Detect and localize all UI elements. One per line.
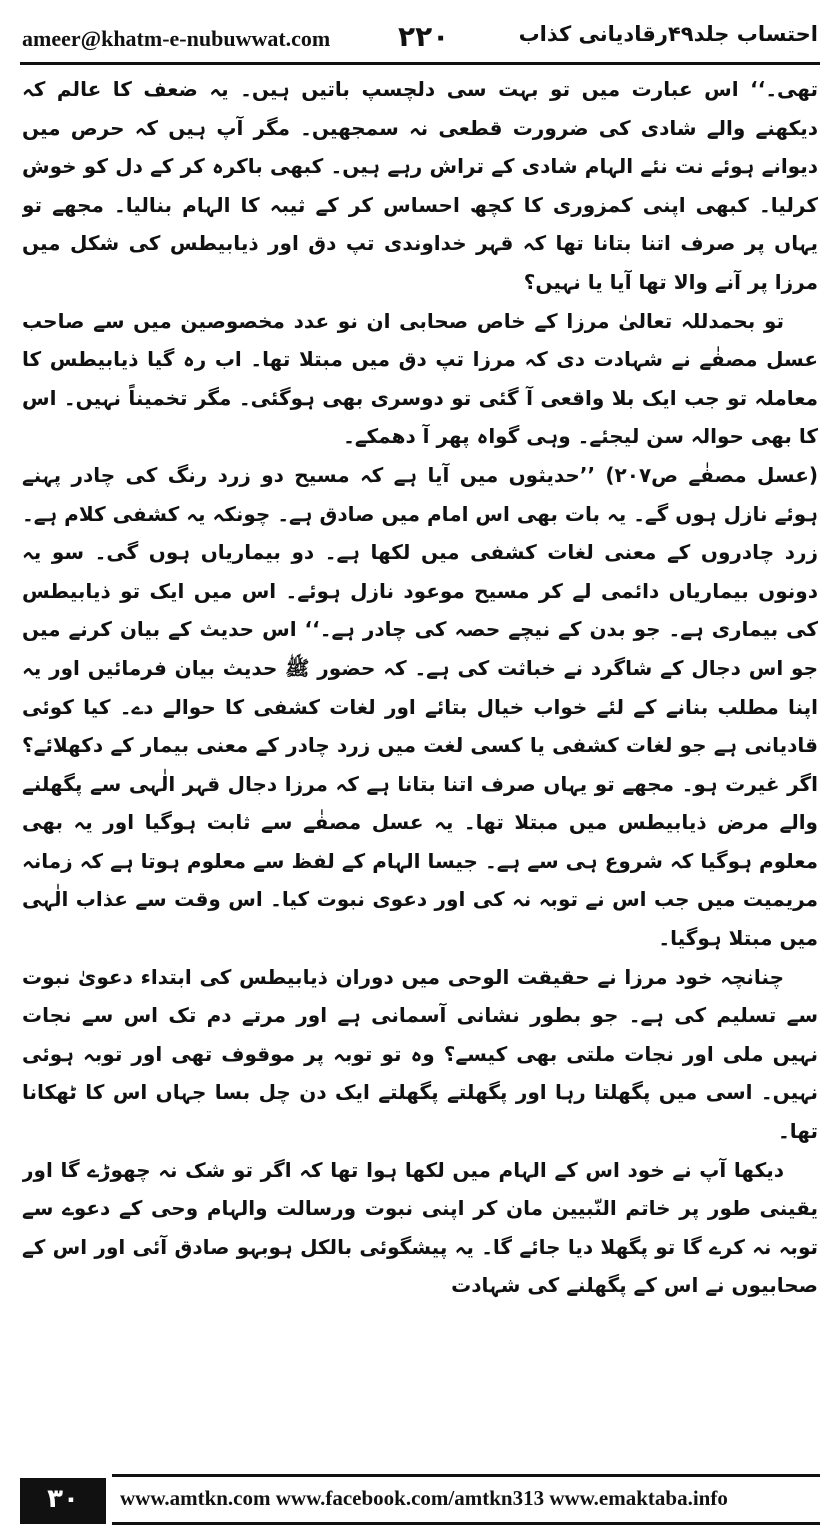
page-footer <box>20 1474 820 1526</box>
footer-rule-top <box>112 1474 820 1477</box>
header-page-number: ۲۲۰ <box>398 20 450 53</box>
header-rule <box>20 62 820 65</box>
header-book-title: احتساب جلد۴۹رقادیانی کذاب <box>518 22 818 46</box>
body-text <box>22 70 818 1464</box>
footer-rule-bottom <box>112 1522 820 1525</box>
page-header <box>20 18 820 60</box>
paragraph-3: (عسل مصفٰے ص۲۰۷) ’’حدیثوں میں آیا ہے کہ مسیح دو زرد رنگ کی چادر پہنے ہوئے نازل ہوں گے۔ یہ بات بھی اس امام میں صادق ہے۔ چونکہ یہ کشفی کلام ہے۔ زرد چادروں کے معنی لغات کشفی میں لکھا ہے۔ دو بیماریاں ہوں گی۔ سو یہ دونوں بیماریاں دائمی لے کر مسیح موعود نازل ہوئے۔ اس میں ایک تو ذیابیطس کی بیماری ہے۔ جو بدن کے نیچے حصہ کی چادر ہے۔‘‘ اس حدیث کے بیان کرنے میں جو اس دجال کے شاگرد نے خباثت کی ہے۔ کہ حضور ﷺ حدیث بیان فرمائیں اور یہ اپنا مطلب بنانے کے لئے خواب خیال بتائے اور لغات کشفی کا حوالے دے۔ کیا کوئی قادیانی ہے جو لغات کشفی یا کسی لغت میں زرد چادر کے معنی بیمار کے دکھلائے؟ اگر غیرت ہو۔ مجھے تو یہاں صرف اتنا بتانا ہے کہ مرزا دجال قہر الٰہی سے پگھلنے والے مرض ذیابیطس میں مبتلا تھا۔ یہ عسل مصفٰے سے ثابت ہوگیا اور یہ بھی معلوم ہوگیا کہ شروع ہی سے ہے۔ جیسا الہام کے لفظ سے معلوم ہوتا ہے کہ زمانہ مریمیت میں جب اس نے توبہ نہ کی اور دعوی نبوت کیا۔ اس وقت سے عذاب الٰہی میں مبتلا ہوگیا۔ <box>22 462 818 951</box>
paragraph-4: چنانچہ خود مرزا نے حقیقت الوحی میں دوران ذیابیطس کی ابتداء دعویٰ نبوت سے تسلیم کی ہے۔ جو بطور نشانی آسمانی ہے اور مرتے دم تک اس سے نجات نہیں ملی اور نجات ملتی بھی کیسے؟ وہ تو توبہ پر موقوف تھی اور توبہ ہوئی نہیں۔ اسی میں پگھلتا رہا اور پگھلتے پگھلتے ایک دن چل بسا جہاں اس کا ٹھکانا تھا۔ <box>22 964 818 1144</box>
header-email: ameer@khatm-e-nubuwwat.com <box>22 26 331 51</box>
footer-page-number: ۳۰ <box>20 1478 106 1524</box>
paragraph-5: دیکھا آپ نے خود اس کے الہام میں لکھا ہوا تھا کہ اگر تو شک نہ چھوڑے گا اور یقینی طور پر خاتم النّبیین مان کر اپنی نبوت ورسالت والہام وحی کے دعوے سے توبہ نہ کرے گا تو پگھلا دیا جائے گا۔ یہ پیشگوئی بالکل ہوبہو صادق آئی اور اس کے صحابیوں نے اس کے پگھلنے کی شہادت <box>22 1157 818 1298</box>
footer-website-links: www.amtkn.com www.facebook.com/amtkn313 www.emaktaba.info <box>120 1486 728 1510</box>
paragraph-2: تو بحمدللہ تعالیٰ مرزا کے خاص صحابی ان نو عدد مخصوصین میں سے صاحب عسل مصفٰے نے شہادت دی کہ مرزا تپ دق میں مبتلا تھا۔ اب رہ گیا ذیابیطس کا معاملہ تو جب ایک بلا واقعی آ گئی تو دوسری بھی ہوگئی۔ مگر تخمیناً نہیں۔ اس کا بھی حوالہ سن لیجئے۔ وہی گواہ پھر آ دھمکے۔ <box>22 308 818 449</box>
paragraph-1: تھی۔‘‘ اس عبارت میں تو بہت سی دلچسپ باتیں ہیں۔ یہ ضعف کا عالم کہ دیکھنے والے شادی کی ضرورت قطعی نہ سمجھیں۔ مگر آپ ہیں کہ حرص میں دیوانے ہوئے نت نئے الہام شادی کے تراش رہے ہیں۔ کبھی باکرہ کر کے دل کو خوش کرلیا۔ کبھی اپنی کمزوری کا کچھ احساس کر کے ثیبہ کا الہام بنالیا۔ مجھے تو یہاں پر صرف اتنا بتانا تھا کہ قہر خداوندی تپ دق اور ذیابیطس کی شکل میں مرزا پر آنے والا تھا آیا یا نہیں؟ <box>22 77 818 294</box>
